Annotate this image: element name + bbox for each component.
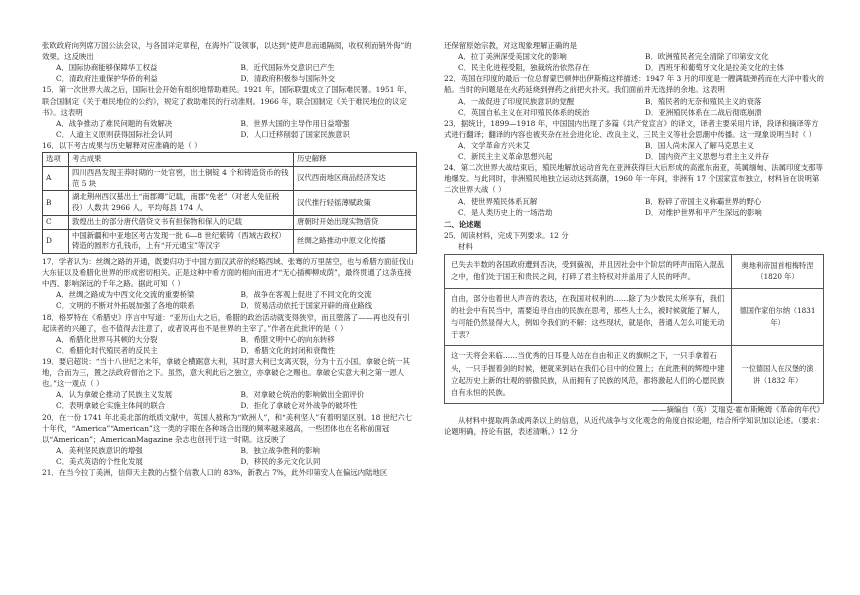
material-source: 一位德国人在汉堡的演讲（1832 年） <box>731 346 823 403</box>
material-source: 奥地利帝国首相梅特涅（1820 年） <box>731 255 823 288</box>
option: D．人口迁移削弱了国家民族意识 <box>240 129 350 139</box>
option: B．战争在客观上促进了不同文化的交流 <box>240 290 372 300</box>
option: C．人道主义原则获得国际社会认同 <box>56 129 173 139</box>
q21-stem-tail: 还保留原始宗教，对这现象理解正确的是 <box>444 41 578 50</box>
table-header-row <box>43 153 417 167</box>
option: B．欧洲殖民者完全清除了印第安文化 <box>645 52 769 62</box>
q25-requirement: 从材料中提取两条或两条以上的信息，从近代战争与文化观念的角度自拟论题，结合所学知识加以论述。（要求：论题明确，持论有据，表述清晰。）12 分 <box>444 416 824 437</box>
table-cell: 湖北荆州西汉墓出土“南郡卿”记载，南郡“免老”（对老人免征税役）人数共 2966 人，平均每县 174 人 <box>69 191 294 215</box>
q19-options <box>42 389 417 411</box>
option: B．世界大国的主导作用日益增强 <box>240 118 350 128</box>
right-column <box>444 40 824 438</box>
option: D．国内资产主义思想与君主主义并存 <box>645 152 770 162</box>
table-header: 历史解释 <box>294 153 417 167</box>
table-row <box>43 215 417 229</box>
q14-stem-tail: 张欧政府向列席万国公法会议，与各国详定章程，在海外广设领事，以达到“使声息而通隔阂，收权利而销外侮”的效果。这反映出 <box>42 41 412 62</box>
table-header: 考古成果 <box>69 153 294 167</box>
option: A．使世界殖民体系瓦解 <box>458 196 538 206</box>
option: A．国际协商能够保障华工权益 <box>56 63 158 73</box>
table-row <box>43 229 417 253</box>
table-cell: D <box>43 229 69 253</box>
option: A．文学革命方兴未艾 <box>458 140 530 150</box>
q15-options <box>42 118 417 140</box>
option: C．希腊化时代殖民者的反民主 <box>56 345 158 355</box>
option: A．一战促进了印度民族意识的觉醒 <box>458 96 575 106</box>
option: B．独立战争胜利的影响 <box>240 445 320 455</box>
q16-stem: 16．以下考古成果与历史解释对应准确的是（ ） <box>42 140 202 150</box>
q20-stem: 20．在一份 1741 年北美北部的纸质文献中，英国人被称为“欧洲人”，和“美利坚人”有着明显区别。18 世纪六七十年代，“America”“American”这一类的字眼在各种场合出现的频率越来越高，一些团体也在名称前面冠以“American”；AmericanMagazine 杂志也创刊于这一时期。这反映了 <box>42 412 413 444</box>
option: D．移民的多元文化认同 <box>240 456 321 466</box>
material-table <box>444 254 824 404</box>
section-heading: 二、论述题 <box>444 219 481 229</box>
option: C．是人类历史上的一场浩劫 <box>458 207 553 217</box>
option: B．近代国际外交意识已产生 <box>240 63 335 73</box>
option: A．丝绸之路成为中西文化交流的重要桥梁 <box>56 290 195 300</box>
option: C．美式英语的个性化发展 <box>56 456 143 466</box>
q22-stem: 22．英国在印度的最后一位总督蒙巴顿伸出伊斯梅这样描述：1947 年 3 月的印度是一艘满载弹药而在大洋中着火的船。当时的问题是在火药延烧到弹药之前把火扑灭。我们面前并无选择的余地。这表明 <box>444 74 824 95</box>
q19-stem: 19．要启超说：“当十八世纪之末年，拿破仑横踞意大利，其时意大利已支离灭裂，分为十五小国。拿破仑统一其地，合而为三，置之法政府督治之下。虽然，意大利此后之独立，亦拿破仑之赐也。拿破仑实意大利之第一恩人也。”这一观点（ ） <box>42 356 410 389</box>
q14-options <box>42 62 417 84</box>
q20-options <box>42 445 417 467</box>
left-column <box>42 40 417 478</box>
option: C．英国自私主义在对印殖民体系的统治 <box>458 107 590 117</box>
table-row <box>43 191 417 215</box>
table-row <box>43 166 417 190</box>
option: A．认为拿破仑推动了民族主义发展 <box>56 390 173 400</box>
q18-stem: 18．格罗特在《希腊史》序言中写道：“亚历山大之后，希腊的政治活动就变得狭窄，而且堕落了——再也没有引起读者的兴趣了，也不值得去注意了，或者说再也不是世界的主宰了。”作者在此批评的是（ ） <box>42 312 410 333</box>
option: A．希腊化世界马其顿的大分裂 <box>56 334 158 344</box>
option: B．希腊文明中心的向东转移 <box>240 334 335 344</box>
option: A．美利坚民族意识的增强 <box>56 445 143 455</box>
table-cell: 汉代西南地区商品经济发达 <box>294 166 417 190</box>
q15-stem: 15．第一次世界大战之后，国际社会开始有组织地帮助难民。1921 年，国际联盟成立了国际难民署。1951 年，联合国制定《关于难民地位的公约》，规定了救助难民的行动准则。1966 年，联合国制定《关于难民地位的议定书》。这表明 <box>42 85 412 117</box>
table-cell: A <box>43 166 69 190</box>
option: D．拒化了拿破仑对外战争的破坏性 <box>240 401 358 411</box>
q23-stem: 23．据统计，1899—1918 年，中国国内出现了多篇《共产党宣言》的译文，译者主要采用片译，段译和摘译等方式进行翻译；翻译的内容也被夹杂在社会进化论、改良主义、三民主义等社会思潮中传播。这一现象说明当时（ ） <box>444 118 819 139</box>
table-cell: 敦煌出土的部分唐代借贷文书有担保物和保人的记载 <box>69 215 294 229</box>
option: D．贸易活动依托于国家开辟的商业路线 <box>240 301 373 311</box>
option: C．表明拿破仑实施主体间的联合 <box>56 401 166 411</box>
q23-options <box>444 140 824 162</box>
table-cell: B <box>43 191 69 215</box>
q21-options <box>444 51 824 73</box>
q25-stem: 25．阅读材料，完成下列要求。12 分 <box>444 230 569 240</box>
option: A．战争推动了难民问题的有效解决 <box>56 118 173 128</box>
q16-table <box>42 152 417 254</box>
table-cell: 中国新疆和中亚地区考古发现一批 6—8 世纪紫铸（西域古政权）铸造的圆形方孔钱币，上有“开元通宝”等汉字 <box>69 229 294 253</box>
option: A．拉丁美洲深受美国文化的影响 <box>458 52 567 62</box>
table-cell: 丝绸之路推动中原文化传播 <box>294 229 417 253</box>
option: B．对拿破仑统治的影响做出全面评价 <box>240 390 365 400</box>
option: D．西班牙和葡萄牙文化是拉美文化的主体 <box>645 63 784 73</box>
table-header: 选项 <box>43 153 69 167</box>
option: D．对维护世界和平产生深远的影响 <box>645 207 762 217</box>
q17-options <box>42 289 417 311</box>
option: C．新民主主义革命思想兴起 <box>458 152 553 162</box>
option: D．清政府积极参与国际外交 <box>240 74 336 84</box>
q21-stem: 21．在当今拉丁美洲，信仰天主教的占整个信教人口的 83%，新教占 7%，此外印第安人在偏远内陆地区 <box>42 468 388 478</box>
q22-options <box>444 96 824 118</box>
material-citation: ——摘编自（英）艾瑞克·霍布斯鲍姆《革命的年代》 <box>651 405 824 415</box>
material-text: 已失去半数的各国政府遭到否决，受到藐视，并且因社会中个阶层的呼声而陷入混乱之中，他们处于国王和贵民之间，打碎了君主特权对并盖用了人民的呼声。 <box>445 255 731 288</box>
option: C．文明的不断对外拓展加强了各地的联系 <box>56 301 195 311</box>
table-cell: 四川西昌发现王莽时期的一处官窖，出土铜锭 4 个和铸造货币的钱范 5 块 <box>69 166 294 190</box>
option: B．国人尚未深入了解马克思主义 <box>645 140 754 150</box>
option: D．希腊文化的封闭和衰微性 <box>240 345 336 355</box>
material-text: 自由，部分也着世人声音的表达，在我国对权利的……除了为少数民太所享有，我们的社会中有民当中，需要追寻自由的民族在思考，那些人士么，被时候就能了解人，与可能仍然显得大人，例如令我们的不解：这些现状，就是你，普通人怎么可能无动于衷？ <box>445 289 731 347</box>
q24-options <box>444 196 824 218</box>
table-cell: C <box>43 215 69 229</box>
q18-options <box>42 334 417 356</box>
material-label: 材料 <box>458 241 473 251</box>
q17-stem: 17．学者认为：丝绸之路的开通，既要归功于中国方面汉武帝的经略西域、张骞的万里凿空，也与希腊方面征伐山大东征以及希腊化世界的形成密切相关。正是这种中希方面的相向而进才“无心插柳柳成荫”，最终贯通了这条连接中西、影响深远的千年之路。据此可知（ ） <box>42 256 414 289</box>
option: B．殖民者的无奈和殖民主义的衰落 <box>645 96 762 106</box>
option: C．民主化进程受阻，独裁统治依然存在 <box>458 63 590 73</box>
table-cell: 汉代推行轻徭薄赋政策 <box>294 191 417 215</box>
table-cell: 唐朝时开始出现实物借贷 <box>294 215 417 229</box>
q24-stem: 24．第二次世界大战结束后，殖民地解放运动首先在亚洲获得巨大后形成的高涨东南亚，英属缅甸、法属印度支那等地爆发。与此同时，非洲殖民地独立运动达到高潮，1960 年一年间，非洲有 17 个国家宣布独立，材料旨在说明第二次世界大战（ ） <box>444 163 823 195</box>
option: C．清政府注重保护华侨的利益 <box>56 74 158 84</box>
option: D．亚洲殖民体系在二战后彻底崩溃 <box>645 107 762 117</box>
material-text: 这一天将会来临……当优秀的日耳曼人站在自由和正义的旗帜之下，一只手拿着石头，一只手握着剑的时候，便就来到站在我们心目中的位置上；在此胜利的辉煌中建立起历史上新的壮观的骄傲民族，从而拥有了民族的风范，都将激起人们的心愿民族自有永恒的民族。 <box>451 351 725 398</box>
option: B．粉碎了帝国主义称霸世界的野心 <box>645 196 762 206</box>
material-source: 德国作家伯尔纳（1831 年） <box>731 289 823 347</box>
